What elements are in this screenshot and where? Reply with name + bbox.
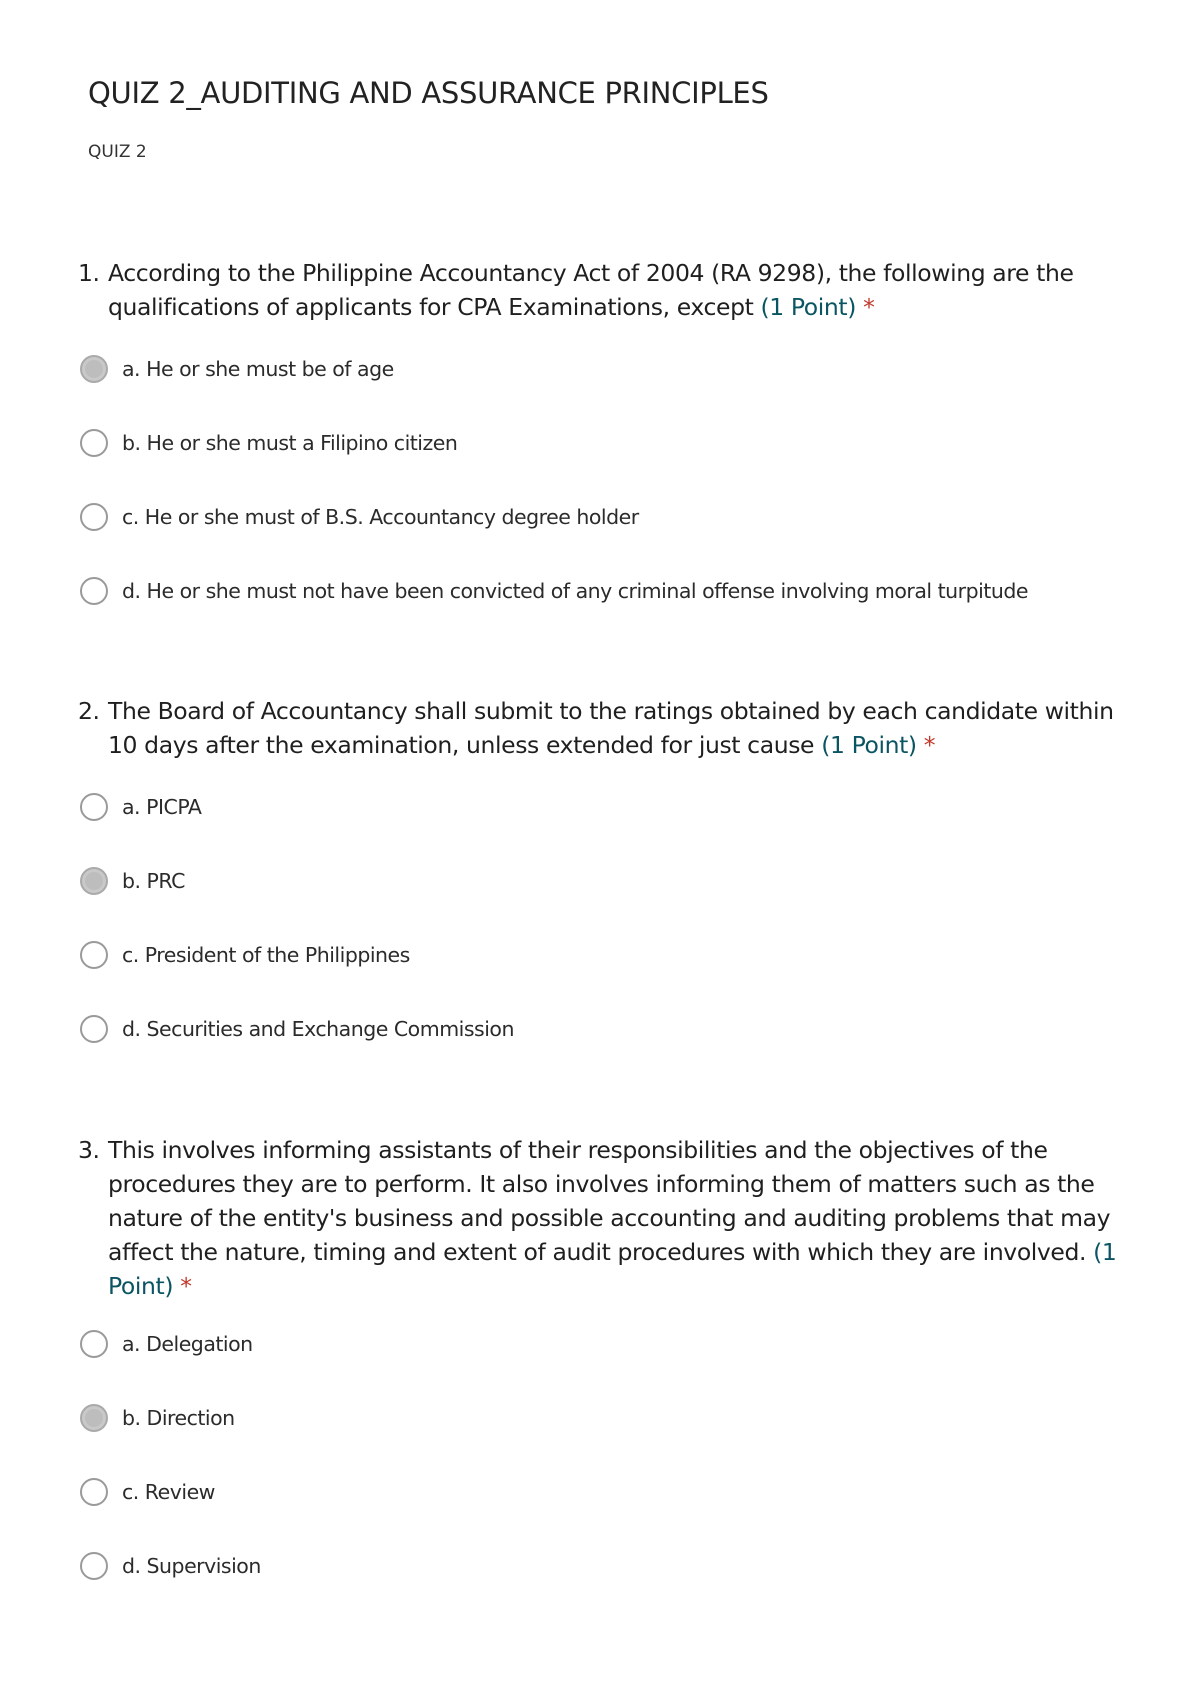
option-2c[interactable]: [80, 937, 410, 973]
radio-button[interactable]: [80, 1552, 108, 1580]
points-label: (1 Point): [760, 293, 856, 321]
option-label: d. Supervision: [122, 1554, 261, 1578]
question-number: 1.: [78, 259, 100, 287]
question-1-header: [0, 256, 1118, 324]
option-label: c. Review: [122, 1480, 215, 1504]
option-3b[interactable]: [80, 1400, 235, 1436]
option-3a[interactable]: [80, 1326, 253, 1362]
option-label: a. He or she must be of age: [122, 357, 394, 381]
option-label: b. PRC: [122, 869, 185, 893]
option-label: d. Securities and Exchange Commission: [122, 1017, 514, 1041]
option-label: b. He or she must a Filipino citizen: [122, 431, 458, 455]
points-label: (1 Point): [821, 731, 917, 759]
radio-button[interactable]: [80, 941, 108, 969]
quiz-title: QUIZ 2_AUDITING AND ASSURANCE PRINCIPLES: [88, 76, 769, 110]
radio-button[interactable]: [80, 867, 108, 895]
question-number: 3.: [78, 1136, 100, 1164]
radio-button[interactable]: [80, 577, 108, 605]
option-1b[interactable]: [80, 425, 457, 461]
radio-button[interactable]: [80, 793, 108, 821]
required-mark: *: [863, 293, 875, 321]
option-2d[interactable]: [80, 1011, 514, 1047]
option-label: a. Delegation: [122, 1332, 253, 1356]
points-label: (1 Point): [108, 1238, 1117, 1300]
radio-button[interactable]: [80, 1404, 108, 1432]
option-label: d. He or she must not have been convicted of any criminal offense involving moral turpitude: [122, 579, 1028, 603]
option-label: b. Direction: [122, 1406, 235, 1430]
option-label: c. He or she must of B.S. Accountancy degree holder: [122, 505, 639, 529]
option-3d[interactable]: [80, 1548, 261, 1584]
radio-button[interactable]: [80, 503, 108, 531]
option-1d[interactable]: [80, 573, 1028, 609]
radio-button[interactable]: [80, 1330, 108, 1358]
radio-button[interactable]: [80, 355, 108, 383]
question-text: According to the Philippine Accountancy Act of 2004 (RA 9298), the following are the qualifications of applicants for CPA Examinations, except: [108, 259, 1074, 321]
required-mark: *: [180, 1272, 192, 1300]
radio-button[interactable]: [80, 1478, 108, 1506]
quiz-subtitle: QUIZ 2: [88, 142, 147, 162]
question-number: 2.: [78, 697, 100, 725]
option-label: c. President of the Philippines: [122, 943, 410, 967]
option-3c[interactable]: [80, 1474, 215, 1510]
radio-button[interactable]: [80, 1015, 108, 1043]
radio-button[interactable]: [80, 429, 108, 457]
option-2a[interactable]: [80, 789, 201, 825]
question-text: This involves informing assistants of their responsibilities and the objectives of the procedures they are to perform. It also involves informing them of matters such as the nature of the entity's business and possible accounting and auditing problems that may affect the nature, timing and extent of audit procedures with which they are involved.: [108, 1136, 1111, 1266]
option-2b[interactable]: [80, 863, 185, 899]
question-text: The Board of Accountancy shall submit to the ratings obtained by each candidate within 10 days after the examination, unless extended for just cause: [108, 697, 1114, 759]
question-2-header: [0, 694, 1118, 762]
option-label: a. PICPA: [122, 795, 202, 819]
question-3-header: [0, 1133, 1118, 1303]
option-1c[interactable]: [80, 499, 639, 535]
required-mark: *: [923, 731, 936, 759]
option-1a[interactable]: [80, 351, 394, 387]
